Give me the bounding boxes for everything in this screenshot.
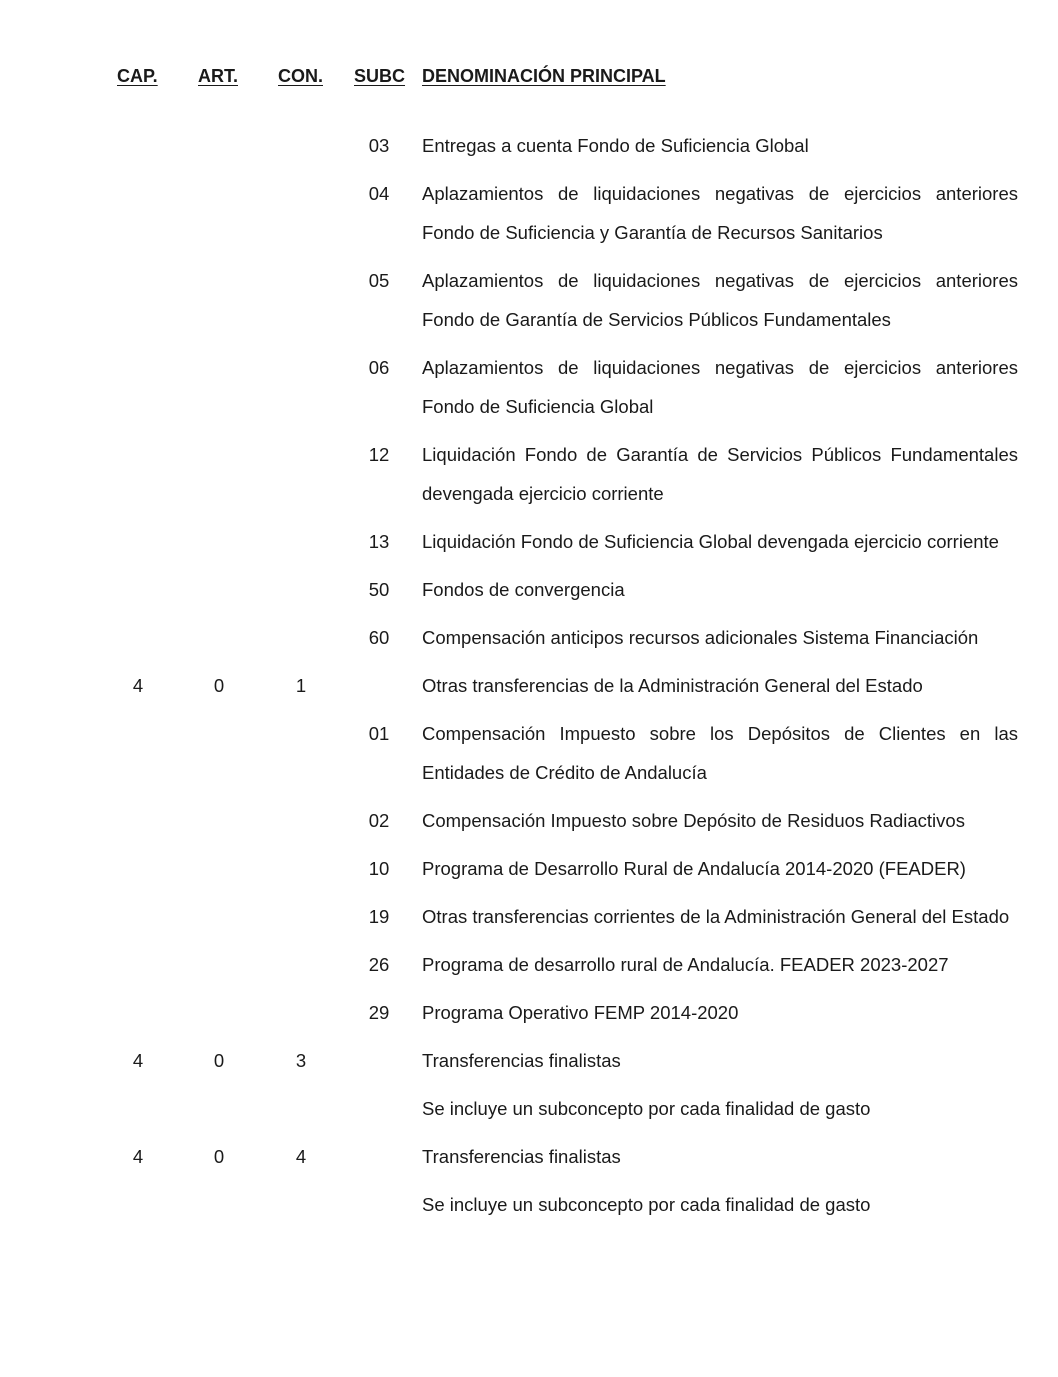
table-row (0, 849, 1058, 888)
con-cell: 4 (295, 1146, 307, 1167)
header-subc: SUBC (354, 66, 406, 86)
table-row (0, 945, 1058, 984)
con-cell: 1 (295, 675, 307, 696)
table-row (0, 1137, 1058, 1176)
header-cap: CAP. (117, 66, 158, 86)
denominacion-cell: Fondos de convergencia (422, 579, 625, 600)
table-row (0, 1089, 1058, 1128)
denominacion-cell: Transferencias finalistas (422, 1050, 621, 1071)
denominacion-cell: Se incluye un subconcepto por cada finalidad de gasto (422, 1194, 871, 1215)
denominacion-cell: Programa Operativo FEMP 2014-2020 (422, 1002, 739, 1023)
table-row (0, 714, 1058, 792)
denominacion-cell: Liquidación Fondo de Suficiencia Global devengada ejercicio corriente (422, 531, 999, 552)
subc-cell: 60 (368, 627, 390, 648)
subc-cell: 03 (368, 135, 390, 156)
denominacion-cell: Otras transferencias de la Administración General del Estado (422, 675, 923, 696)
header-art: ART. (198, 66, 238, 86)
denominacion-cell: Aplazamientos de liquidaciones negativas de ejercicios anteriores Fondo de Garantía de Servicios Públicos Fundamentales (422, 270, 1018, 330)
con-cell: 3 (295, 1050, 307, 1071)
subc-cell: 19 (368, 906, 390, 927)
subc-cell: 26 (368, 954, 390, 975)
table-body (0, 126, 1058, 1233)
table-row (0, 801, 1058, 840)
cap-cell: 4 (132, 1050, 144, 1071)
denominacion-cell: Compensación Impuesto sobre Depósito de Residuos Radiactivos (422, 810, 965, 831)
denominacion-cell: Programa de Desarrollo Rural de Andalucía 2014-2020 (FEADER) (422, 858, 966, 879)
denominacion-cell: Otras transferencias corrientes de la Administración General del Estado (422, 906, 1010, 927)
table-row (0, 348, 1058, 426)
table-row (0, 126, 1058, 165)
table-row (0, 618, 1058, 657)
table-row (0, 1185, 1058, 1224)
subc-cell: 29 (368, 1002, 390, 1023)
table-row (0, 570, 1058, 609)
table-row (0, 897, 1058, 936)
denominacion-cell: Aplazamientos de liquidaciones negativas de ejercicios anteriores Fondo de Suficiencia y Garantía de Recursos Sanitarios (422, 183, 1018, 243)
subc-cell: 01 (368, 723, 390, 744)
art-cell: 0 (213, 1146, 225, 1167)
subc-cell: 02 (368, 810, 390, 831)
table-header (0, 66, 1058, 92)
subc-cell: 50 (368, 579, 390, 600)
art-cell: 0 (213, 675, 225, 696)
art-cell: 0 (213, 1050, 225, 1071)
denominacion-cell: Transferencias finalistas (422, 1146, 621, 1167)
denominacion-cell: Se incluye un subconcepto por cada finalidad de gasto (422, 1098, 871, 1119)
table-row (0, 993, 1058, 1032)
denominacion-cell: Aplazamientos de liquidaciones negativas de ejercicios anteriores Fondo de Suficiencia Global (422, 357, 1018, 417)
table-row (0, 1041, 1058, 1080)
table-row (0, 435, 1058, 513)
denominacion-cell: Programa de desarrollo rural de Andalucía. FEADER 2023-2027 (422, 954, 949, 975)
table-row (0, 174, 1058, 252)
subc-cell: 04 (368, 183, 390, 204)
subc-cell: 06 (368, 357, 390, 378)
table-row (0, 666, 1058, 705)
cap-cell: 4 (132, 675, 144, 696)
denominacion-cell: Entregas a cuenta Fondo de Suficiencia Global (422, 135, 809, 156)
header-denominacion: DENOMINACIÓN PRINCIPAL (422, 66, 666, 86)
cap-cell: 4 (132, 1146, 144, 1167)
denominacion-cell: Compensación Impuesto sobre los Depósitos de Clientes en las Entidades de Crédito de Andalucía (422, 723, 1018, 783)
header-con: CON. (278, 66, 323, 86)
denominacion-cell: Liquidación Fondo de Garantía de Servicios Públicos Fundamentales devengada ejercicio corriente (422, 444, 1018, 504)
table-row (0, 261, 1058, 339)
subc-cell: 10 (368, 858, 390, 879)
subc-cell: 12 (368, 444, 390, 465)
table-row (0, 522, 1058, 561)
subc-cell: 13 (368, 531, 390, 552)
subc-cell: 05 (368, 270, 390, 291)
denominacion-cell: Compensación anticipos recursos adicionales Sistema Financiación (422, 627, 979, 648)
